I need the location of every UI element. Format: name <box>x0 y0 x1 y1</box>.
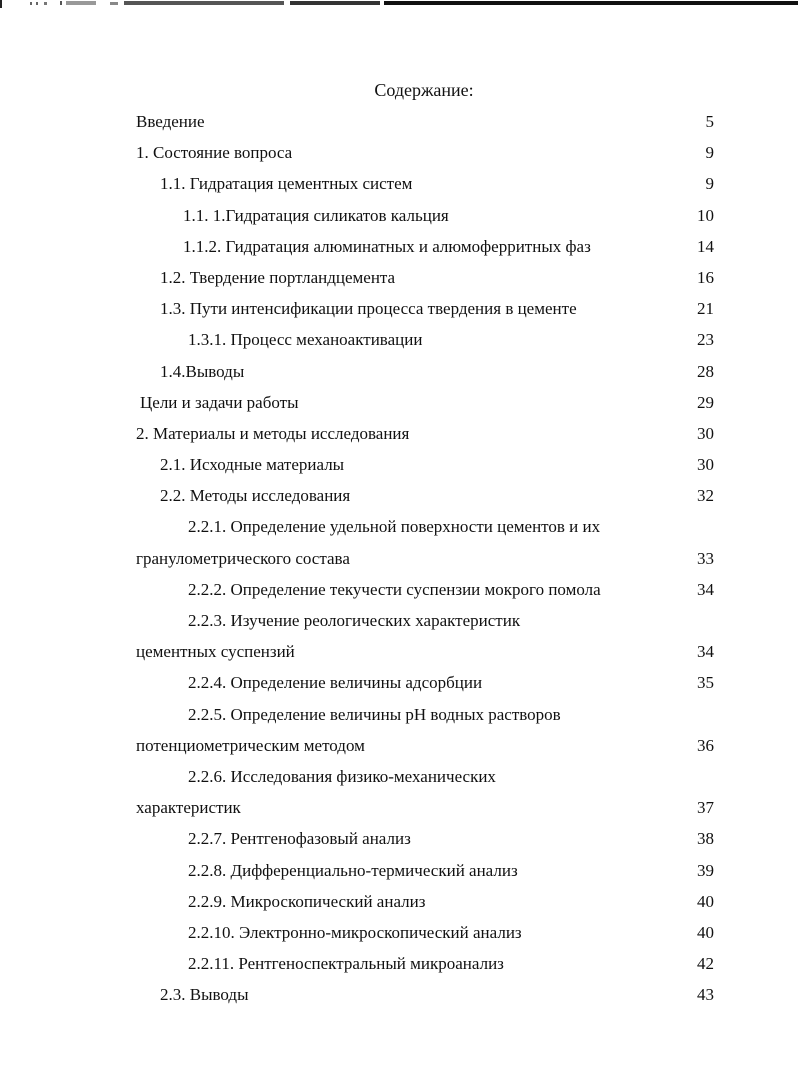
toc-entry <box>0 855 798 886</box>
toc-entry-page-number: 9 <box>705 143 714 163</box>
toc-entry-label: 2.1. Исходные материалы <box>160 455 345 475</box>
toc-entry-label: 2.2.3. Изучение реологических характеристик <box>188 611 521 631</box>
toc-entry <box>0 262 798 293</box>
toc-entry-page-number: 32 <box>697 486 714 506</box>
toc-entry-page-number: 35 <box>697 673 714 693</box>
toc-entry <box>0 168 798 199</box>
toc-entry-page-number: 30 <box>697 423 714 443</box>
toc-entry-page-number: 9 <box>705 174 714 194</box>
toc-entry-label: 2.3. Выводы <box>160 985 249 1005</box>
toc-entry-page-number: 40 <box>697 891 714 911</box>
toc-entry <box>0 761 798 823</box>
toc-entry-label-continuation: гранулометрического состава <box>136 548 350 568</box>
toc-entry-page-number: 5 <box>705 112 714 131</box>
toc-entry <box>0 293 798 324</box>
toc-entry <box>0 511 798 573</box>
toc-entry <box>0 886 798 917</box>
toc-entry-page-number: 28 <box>697 361 714 381</box>
toc-entry-label: 2.2.6. Исследования физико-механических <box>188 766 496 786</box>
toc-entry <box>0 387 798 418</box>
toc-entry-page-number: 23 <box>697 330 714 350</box>
toc-entry <box>0 106 798 137</box>
toc-entry-label: 2.2.11. Рентгеноспектральный микроанализ <box>188 954 504 974</box>
toc-entry-page-number: 21 <box>697 299 714 319</box>
toc-entry-label: 2.2.9. Микроскопический анализ <box>188 891 426 911</box>
toc-entry-page-number: 38 <box>697 829 714 849</box>
toc-entry-page-number: 43 <box>697 985 714 1005</box>
toc-entry-page-number: 42 <box>697 954 714 974</box>
toc-entry <box>0 979 798 1010</box>
toc-entry-label: 1.3.1. Процесс механоактивации <box>188 330 423 350</box>
toc-entry-page-number: 14 <box>697 236 714 256</box>
toc-entry-label-continuation: цементных суспензий <box>136 642 295 662</box>
toc-entry <box>0 605 798 667</box>
toc-entry-label: 1. Состояние вопроса <box>136 143 293 163</box>
toc-entry-label: 2.2.5. Определение величины pH водных растворов <box>188 704 561 724</box>
toc-entry <box>0 137 798 168</box>
toc-entry <box>0 823 798 854</box>
toc-entry-page-number: 34 <box>697 579 714 599</box>
table-of-contents <box>0 106 798 1011</box>
toc-entry <box>0 231 798 262</box>
toc-entry-label: 1.1. Гидратация цементных систем <box>160 174 413 194</box>
toc-entry-label: 2.2.10. Электронно-микроскопический анализ <box>188 922 522 942</box>
toc-entry-label: Введение <box>136 112 205 131</box>
toc-entry-label: 2.2.4. Определение величины адсорбции <box>188 673 483 693</box>
toc-entry-label: 2.2.7. Рентгенофазовый анализ <box>188 829 411 849</box>
scan-artifact-strip <box>0 0 798 8</box>
toc-entry <box>0 948 798 979</box>
toc-entry-page-number: 16 <box>697 267 714 287</box>
toc-entry <box>0 699 798 761</box>
toc-entry <box>0 200 798 231</box>
toc-entry-page-number: 40 <box>697 922 714 942</box>
page-title: Содержание: <box>374 80 474 100</box>
toc-entry-label: 2.2.2. Определение текучести суспензии мокрого помола <box>188 579 601 599</box>
toc-entry-label-continuation: потенциометрическим методом <box>136 735 365 755</box>
toc-entry-page-number: 10 <box>697 205 714 225</box>
toc-entry-label-continuation: характеристик <box>136 798 241 818</box>
toc-entry-page-number: 36 <box>697 735 714 755</box>
toc-entry-label: 1.3. Пути интенсификации процесса твердения в цементе <box>160 299 577 319</box>
toc-entry-page-number: 39 <box>697 860 714 880</box>
toc-entry-page-number: 37 <box>697 798 714 818</box>
toc-entry <box>0 324 798 355</box>
toc-entry-page-number: 34 <box>697 642 714 662</box>
toc-entry-label: 2. Материалы и методы исследования <box>136 423 410 443</box>
toc-entry-label: 1.2. Твердение портландцемента <box>160 267 396 287</box>
toc-entry <box>0 418 798 449</box>
toc-entry-label: 1.1. 1.Гидратация силикатов кальция <box>183 205 449 225</box>
toc-entry-label: 2.2.1. Определение удельной поверхности цементов и их <box>188 517 601 537</box>
toc-entry <box>0 574 798 605</box>
toc-entry-page-number: 29 <box>697 392 714 412</box>
toc-entry-label: Цели и задачи работы <box>140 392 299 412</box>
toc-entry-label: 1.4.Выводы <box>160 361 245 381</box>
toc-entry-page-number: 33 <box>697 548 714 568</box>
toc-entry <box>0 356 798 387</box>
toc-entry-label: 2.2.8. Дифференциально-термический анализ <box>188 860 518 880</box>
toc-entry-label: 1.1.2. Гидратация алюминатных и алюмоферритных фаз <box>183 236 591 256</box>
toc-entry-page-number: 30 <box>697 455 714 475</box>
toc-entry <box>0 917 798 948</box>
toc-entry <box>0 667 798 698</box>
toc-entry <box>0 449 798 480</box>
toc-entry <box>0 480 798 511</box>
toc-entry-label: 2.2. Методы исследования <box>160 486 351 506</box>
